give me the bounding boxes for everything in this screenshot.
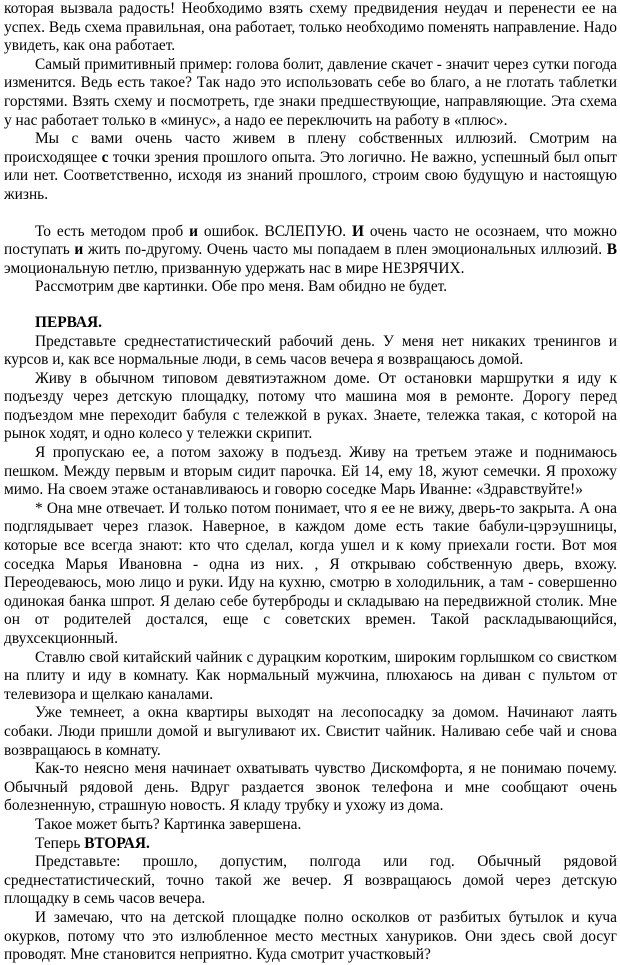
paragraph bbox=[4, 278, 617, 297]
bold-text: и bbox=[74, 241, 84, 259]
text-run: И замечаю, что на детской площадке полно осколков от разбитых бутылок и куча окурков, потому что это излюбленное место местных хануриков. Они здесь свой досуг проводят. Мне становится неприятно. Куда смотрит участковый? bbox=[4, 908, 617, 964]
text-run: Как-то неясно меня начинает охватывать чувство Дискомфорта, я не понимаю почему. Обычный рядовой день. Вдруг раздается звонок телефона и мне сообщают очень болезненную, страшную новость. Я кладу трубку и ухожу из дома. bbox=[4, 760, 617, 815]
paragraph bbox=[4, 760, 617, 816]
text-run: Мы с вами очень часто живем в плену собственных иллюзий. Смотрим на происходящее bbox=[4, 130, 617, 166]
paragraph bbox=[4, 333, 617, 370]
text-run: эмоциональную петлю, призванную удержать нас в мире НЕЗРЯЧИХ. bbox=[4, 259, 465, 277]
paragraph bbox=[4, 56, 617, 130]
text-run: Рассмотрим две картинки. Обе про меня. Вам обидно не будет. bbox=[35, 278, 448, 296]
bold-text: с bbox=[101, 148, 109, 166]
paragraph bbox=[4, 816, 617, 835]
text-run: Ставлю свой китайский чайник с дурацким коротким, широким горлышком со свистком на плиту и иду в комнату. Как нормальный мужчина, плюхаюсь на диван с пультом от телевизора и щелкаю каналами. bbox=[4, 648, 617, 703]
paragraph bbox=[4, 444, 617, 500]
bold-text: И bbox=[352, 222, 364, 240]
paragraph bbox=[4, 223, 617, 279]
paragraph-gap bbox=[4, 205, 617, 223]
bold-text: В bbox=[606, 241, 617, 259]
text-run: * Она мне отвечает. И только потом понимает, что я ее не вижу, дверь-то закрыта. А она подглядывает через глазок. Наверное, в каждом доме есть такие бабули-цэрэушницы, которые все всегда знают: кто что сделал, когда ушел и к кому приехали гости. Вот моя соседка Марья Ивановна - одна из них. , Я открываю собственную дверь, вхожу. Переодеваюсь, мою лицо и руки. Иду на кухню, смотрю в холодильник, а там - совершенно одинокая банка шпрот. Я делаю себе бутерброды и складываю на передвижной столик. Мне он от родителей достался, еще с советских времен. Такой раскладывающийся, двухсекционный. bbox=[4, 499, 617, 647]
paragraph bbox=[4, 0, 617, 56]
paragraph bbox=[4, 649, 617, 705]
text-run: Такое может быть? Картинка завершена. bbox=[35, 815, 302, 833]
text-run: Теперь bbox=[35, 834, 85, 852]
paragraph bbox=[4, 130, 617, 204]
text-run: Представьте: прошло, допустим, полгода или год. Обычный рядовой среднестатистический, точно такой же вечер. Я возвращаюсь домой через детскую площадку в семь часов вечера. bbox=[4, 853, 617, 908]
bold-text: и bbox=[189, 222, 198, 240]
text-run: которая вызвала радость! Необходимо взять схему предвидения неудач и перенести ее на успех. Ведь схема правильная, она работает, только необходимо поменять направление. Надо увидеть, как она работает. bbox=[4, 0, 617, 55]
text-run: очень часто не осознаем, что можно поступать bbox=[4, 222, 617, 259]
paragraph-gap bbox=[4, 297, 617, 314]
text-run: Живу в обычном типовом девятиэтажном доме. От остановки маршрутки я иду к подъезду через детскую площадку, потому что машина моя в ремонте. Дорогу перед подъездом мне переходит бабуля с тележкой в руках. Знаете, тележка такая, с которой на рынок ходят, и одно колесо у тележки скрипит. bbox=[4, 369, 617, 443]
text-run: Я пропускаю ее, а потом захожу в подъезд. Живу на третьем этаже и поднимаюсь пешком. Между первым и вторым сидит парочка. Ей 14, ему 18, жуют семечки. Я прохожу мимо. На своем этаже останавливаюсь и говорю соседке Марь Иванне: «Здравствуйте!» bbox=[4, 444, 617, 499]
paragraph bbox=[4, 500, 617, 649]
text-run: Самый примитивный пример: голова болит, давление скачет - значит через сутки погода изменится. Ведь есть такое? Так надо это использовать себе во благо, а не глотать таблетки горстями. Взять схему и посмотреть, где знаки предшествующие, направляющие. Эта схема у нас работает только в «минус», а надо ее переключить на работу в «плюс». bbox=[4, 55, 617, 129]
bold-text: ВТОРАЯ. bbox=[84, 834, 150, 852]
paragraph bbox=[4, 704, 617, 760]
paragraph bbox=[4, 909, 617, 965]
section-heading bbox=[4, 314, 617, 333]
text-run: ПЕРВАЯ. bbox=[35, 313, 103, 331]
text-run: ошибок. ВСЛЕПУЮ. bbox=[198, 222, 353, 240]
text-run: То есть методом проб bbox=[35, 222, 190, 240]
text-run: точки зрения прошлого опыта. Это логично. Не важно, успешный был опыт или нет. Соответственно, исходя из знаний прошлого, строим свою будущую и настоящую жизнь. bbox=[4, 148, 617, 203]
paragraph bbox=[4, 370, 617, 444]
paragraph bbox=[4, 853, 617, 909]
text-run: Уже темнеет, а окна квартиры выходят на лесопосадку за домом. Начинают лаять собаки. Люди пришли домой и выгуливают их. Свистит чайник. Наливаю себе чай и снова возвращаюсь в комнату. bbox=[4, 704, 617, 759]
paragraph bbox=[4, 835, 617, 854]
text-run: Представьте среднестатистический рабочий день. У меня нет никаких тренингов и курсов и, как все нормальные люди, в семь часов вечера я возвращаюсь домой. bbox=[4, 332, 617, 369]
text-run: жить по-другому. Очень часто мы попадаем в плен эмоциональных иллюзий. bbox=[83, 241, 607, 259]
